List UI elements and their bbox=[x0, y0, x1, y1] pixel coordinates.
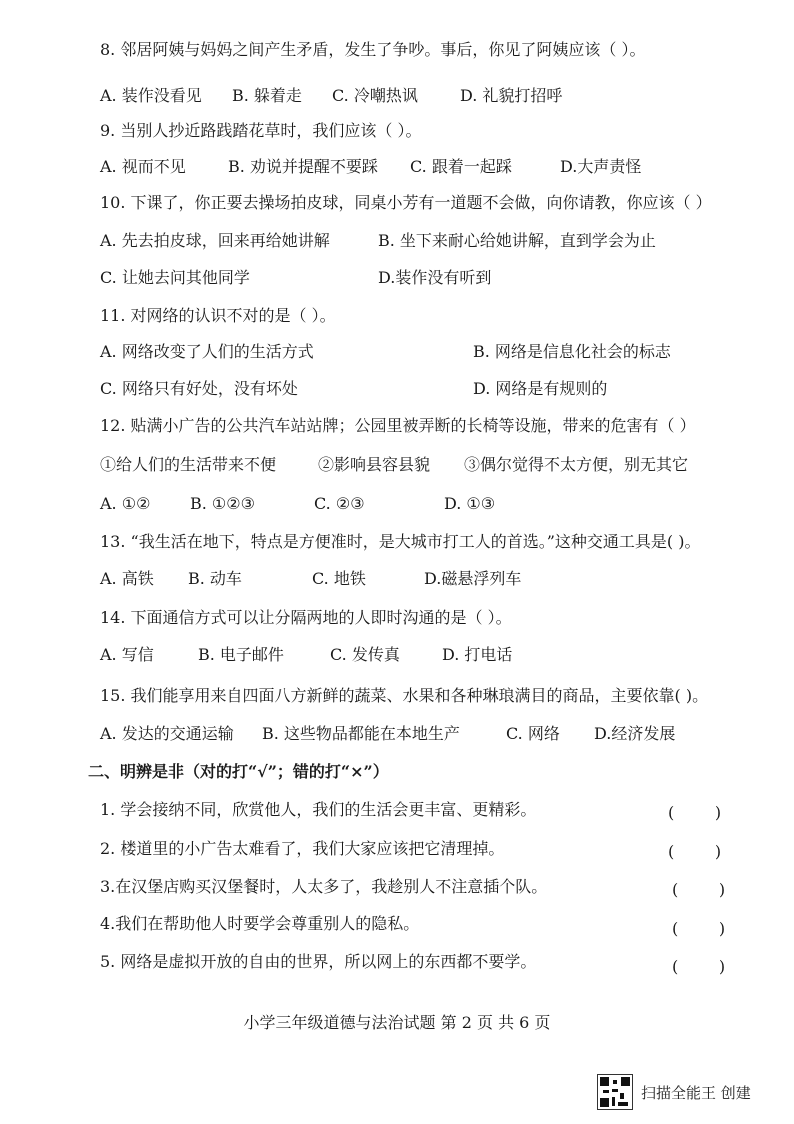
option-a: A. 装作没看见 bbox=[100, 86, 202, 105]
option-b: B. 劝说并提醒不要踩 bbox=[228, 157, 378, 176]
option-b: B. ①②③ bbox=[190, 494, 255, 513]
option-a: A. 写信 bbox=[100, 645, 154, 664]
option-c: C. 发传真 bbox=[330, 645, 400, 664]
option-d: D.大声责怪 bbox=[560, 157, 642, 176]
statement-2: ②影响县容县貌 bbox=[318, 455, 431, 474]
tf-item-3: 3.在汉堡店购买汉堡餐时，人太多了，我趁别人不注意插个队。 bbox=[100, 877, 548, 896]
option-b: B. 动车 bbox=[188, 569, 242, 588]
question-12-items bbox=[100, 455, 754, 475]
question-10: 10. 下课了，你正要去操场拍皮球，同桌小芳有一道题不会做，向你请教，你应该（ ） bbox=[100, 193, 712, 212]
scanner-watermark bbox=[597, 1074, 751, 1110]
question-11-options-row1 bbox=[100, 342, 754, 362]
scanner-label: 扫描全能王 创建 bbox=[641, 1083, 751, 1102]
option-c: C. 网络 bbox=[506, 724, 560, 743]
question-13: 13. “我生活在地下，特点是方便准时，是大城市打工人的首选。”这种交通工具是( )。 bbox=[100, 532, 701, 551]
question-11-options-row2 bbox=[100, 379, 754, 399]
answer-paren[interactable]: ( ) bbox=[672, 957, 726, 976]
tf-item-4: 4.我们在帮助他人时要学会尊重别人的隐私。 bbox=[100, 914, 420, 933]
question-12-options bbox=[100, 494, 754, 514]
question-11: 11. 对网络的认识不对的是（ ）。 bbox=[100, 306, 336, 325]
option-b: B. 网络是信息化社会的标志 bbox=[473, 342, 671, 361]
option-d: D.装作没有听到 bbox=[378, 268, 492, 287]
question-10-options-row1 bbox=[100, 231, 754, 251]
question-8-options bbox=[100, 86, 754, 106]
option-d: D. ①③ bbox=[444, 494, 496, 513]
question-12: 12. 贴满小广告的公共汽车站站牌；公园里被弄断的长椅等设施，带来的危害有（ ） bbox=[100, 416, 696, 435]
statement-3: ③偶尔觉得不太方便，别无其它 bbox=[464, 455, 689, 474]
option-c: C. 冷嘲热讽 bbox=[332, 86, 418, 105]
option-a: A. 网络改变了人们的生活方式 bbox=[100, 342, 314, 361]
option-c: C. 地铁 bbox=[312, 569, 366, 588]
question-9-options bbox=[100, 157, 754, 177]
option-b: B. 躲着走 bbox=[232, 86, 302, 105]
qr-code-icon bbox=[597, 1074, 633, 1110]
question-13-options bbox=[100, 569, 754, 589]
answer-paren[interactable]: ( ) bbox=[668, 842, 722, 861]
option-b: B. 这些物品都能在本地生产 bbox=[262, 724, 460, 743]
option-d: D. 打电话 bbox=[442, 645, 513, 664]
option-b: B. 电子邮件 bbox=[198, 645, 284, 664]
tf-item-5: 5. 网络是虚拟开放的自由的世界，所以网上的东西都不要学。 bbox=[100, 952, 537, 971]
tf-item-1: 1. 学会接纳不同，欣赏他人，我们的生活会更丰富、更精彩。 bbox=[100, 800, 537, 819]
option-b: B. 坐下来耐心给她讲解，直到学会为止 bbox=[378, 231, 656, 250]
answer-paren[interactable]: ( ) bbox=[668, 803, 722, 822]
option-c: C. 让她去问其他同学 bbox=[100, 268, 250, 287]
option-c: C. 网络只有好处，没有坏处 bbox=[100, 379, 298, 398]
question-15-options bbox=[100, 724, 754, 744]
question-9: 9. 当别人抄近路践踏花草时，我们应该（ ）。 bbox=[100, 121, 422, 140]
option-a: A. 先去拍皮球，回来再给她讲解 bbox=[100, 231, 330, 250]
option-c: C. ②③ bbox=[314, 494, 365, 513]
statement-1: ①给人们的生活带来不便 bbox=[100, 455, 277, 474]
option-d: D. 网络是有规则的 bbox=[473, 379, 608, 398]
option-d: D.经济发展 bbox=[594, 724, 676, 743]
option-a: A. 发达的交通运输 bbox=[100, 724, 234, 743]
tf-item-2: 2. 楼道里的小广告太难看了，我们大家应该把它清理掉。 bbox=[100, 839, 505, 858]
option-c: C. 跟着一起踩 bbox=[410, 157, 512, 176]
page-footer: 小学三年级道德与法治试题 第 2 页 共 6 页 bbox=[243, 1013, 551, 1032]
answer-paren[interactable]: ( ) bbox=[672, 880, 726, 899]
question-15: 15. 我们能享用来自四面八方新鲜的蔬菜、水果和各种琳琅满目的商品，主要依靠( )。 bbox=[100, 686, 709, 705]
option-a: A. ①② bbox=[100, 494, 151, 513]
option-d: D. 礼貌打招呼 bbox=[460, 86, 563, 105]
option-a: A. 视而不见 bbox=[100, 157, 186, 176]
question-8: 8. 邻居阿姨与妈妈之间产生矛盾，发生了争吵。事后，你见了阿姨应该（ ）。 bbox=[100, 40, 646, 59]
option-d: D.磁悬浮列车 bbox=[424, 569, 522, 588]
question-14-options bbox=[100, 645, 754, 665]
option-a: A. 高铁 bbox=[100, 569, 154, 588]
answer-paren[interactable]: ( ) bbox=[672, 919, 726, 938]
section-2-title: 二、明辨是非（对的打“√”；错的打“×”） bbox=[88, 762, 389, 781]
question-14: 14. 下面通信方式可以让分隔两地的人即时沟通的是（ ）。 bbox=[100, 608, 512, 627]
question-10-options-row2 bbox=[100, 268, 754, 288]
